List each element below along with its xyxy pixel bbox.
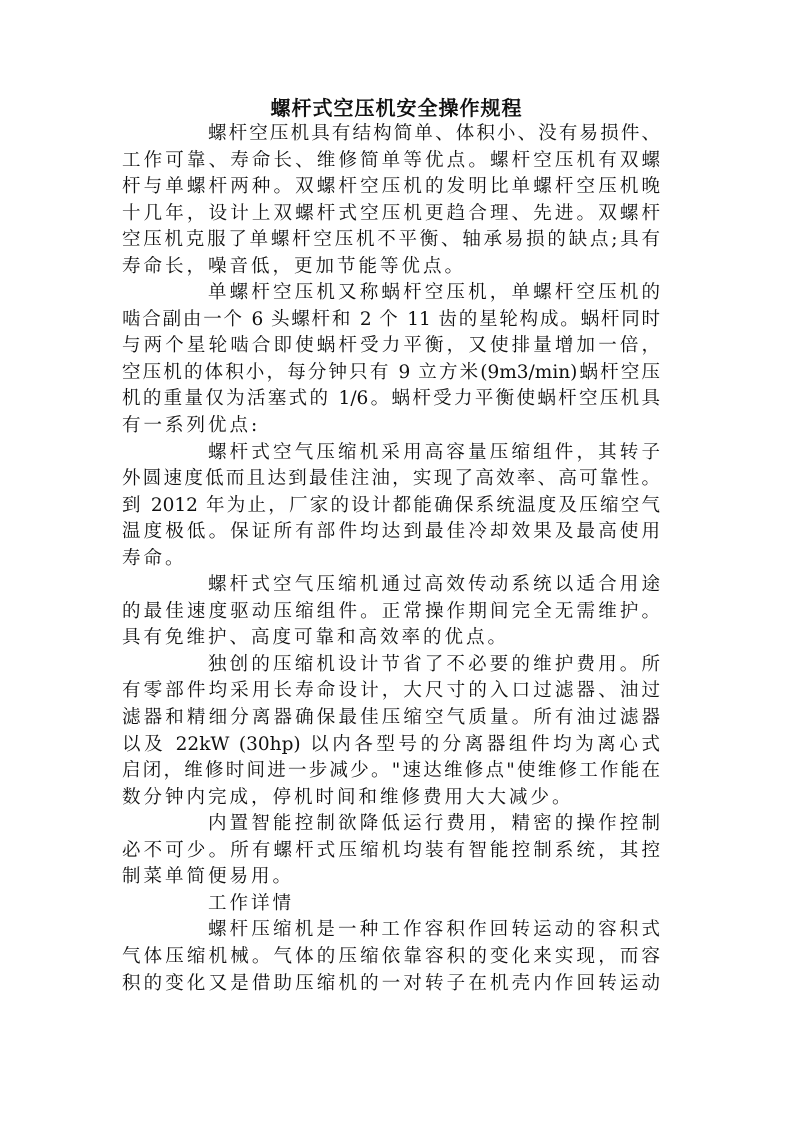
text-line: 工作详情 [208,892,295,914]
text-line: 与两个星轮啮合即使蜗杆受力平衡，又使排量增加一倍， [122,335,660,357]
text-line: 有零部件均采用长寿命设计，大尺寸的入口过滤器、油过 [122,680,660,702]
document-body [122,121,660,997]
paragraph [122,280,660,439]
paragraph [122,917,660,997]
paragraph [122,121,660,280]
text-line: 螺杆压缩机是一种工作容积作回转运动的容积式 [208,919,660,941]
text-line: 内置智能控制欲降低运行费用，精密的操作控制 [208,813,660,835]
text-line: 螺杆式空气压缩机采用高容量压缩组件，其转子 [208,441,660,463]
text-line: 工作可靠、寿命长、维修简单等优点。螺杆空压机有双螺 [122,149,660,171]
text-line: 制菜单简便易用。 [122,866,295,888]
paragraph [122,440,660,573]
text-line: 气体压缩机械。气体的压缩依靠容积的变化来实现，而容 [122,945,660,967]
text-line: 温度极低。保证所有部件均达到最佳冷却效果及最高使用 [122,521,660,543]
text-line: 螺杆空压机具有结构简单、体积小、没有易损件、 [208,123,660,144]
text-line: 到 2012 年为止，厂家的设计都能确保系统温度及压缩空气 [122,494,660,516]
paragraph [122,891,660,918]
text-line: 杆与单螺杆两种。双螺杆空压机的发明比单螺杆空压机晚 [122,176,660,198]
text-line: 单螺杆空压机又称蜗杆空压机，单螺杆空压机的 [208,282,660,304]
text-line: 螺杆式空气压缩机通过高效传动系统以适合用途 [208,574,660,596]
text-line: 独创的压缩机设计节省了不必要的维护费用。所 [208,653,660,675]
text-line: 数分钟内完成，停机时间和维修费用大大减少。 [122,786,574,808]
text-line: 空压机的体积小，每分钟只有 9 立方米(9m3/min)蜗杆空压 [122,361,660,383]
paragraph [122,811,660,891]
text-line: 十几年，设计上双螺杆式空压机更趋合理、先进。双螺杆 [122,202,660,224]
text-line: 的最佳速度驱动压缩组件。正常操作期间完全无需维护。 [122,600,660,622]
text-line: 以及 22kW (30hp) 以内各型号的分离器组件均为离心式 [122,733,660,755]
text-line: 寿命长，噪音低，更加节能等优点。 [122,255,467,277]
text-line: 有一系列优点: [122,415,261,437]
text-line: 启闭，维修时间进一步减少。"速达维修点"使维修工作能在 [122,760,660,782]
text-line: 积的变化又是借助压缩机的一对转子在机壳内作回转运动 [122,972,660,994]
text-line: 空压机克服了单螺杆空压机不平衡、轴承易损的缺点;具有 [122,229,660,251]
document-title: 螺杆式空压机安全操作规程 [270,96,523,120]
paragraph [122,652,660,811]
text-line: 必不可少。所有螺杆式压缩机均装有智能控制系统，其控 [122,839,660,861]
paragraph [122,572,660,652]
text-line: 机的重量仅为活塞式的 1/6。蜗杆受力平衡使蜗杆空压机具 [122,388,660,410]
text-line: 滤器和精细分离器确保最佳压缩空气质量。所有油过滤器 [122,707,660,729]
text-line: 啮合副由一个 6 头螺杆和 2 个 11 齿的星轮构成。蜗杆同时 [122,308,660,330]
text-line: 具有免维护、高度可靠和高效率的优点。 [122,627,510,649]
text-line: 寿命。 [122,547,187,569]
text-line: 外圆速度低而且达到最佳注油，实现了高效率、高可靠性。 [122,468,660,490]
